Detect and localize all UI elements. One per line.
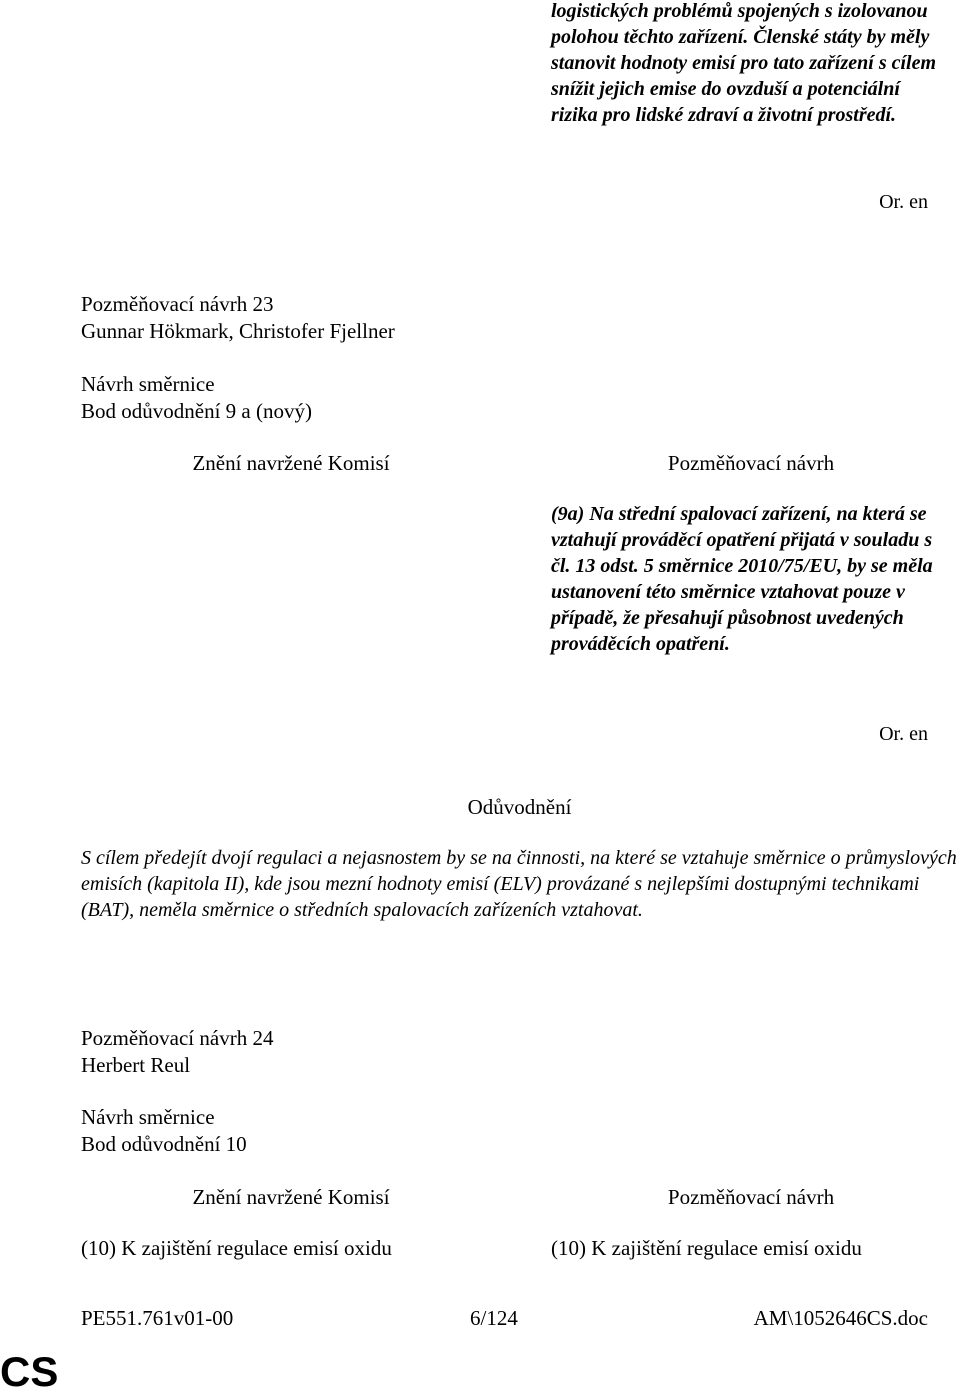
amendment-24-proposal: Návrh směrnice bbox=[81, 1105, 215, 1129]
amendment-24-authors: Herbert Reul bbox=[81, 1053, 191, 1077]
footer-language-code: CS bbox=[0, 1348, 59, 1395]
amendment-23-col-left-header: Znění navržené Komisí bbox=[192, 451, 390, 475]
amendment-23-col-right-header: Pozměňovací návrh bbox=[667, 451, 835, 475]
footer-file-name: AM\1052646CS.doc bbox=[753, 1306, 928, 1330]
amendment-24-col-right-header: Pozměňovací návrh bbox=[667, 1185, 835, 1209]
amendment-23-original-language: Or. en bbox=[879, 723, 928, 745]
amendment-23-title: Pozměňovací návrh 23 bbox=[81, 292, 274, 316]
amendment-24-col-left-header: Znění navržené Komisí bbox=[192, 1185, 390, 1209]
amendment-23-point: Bod odůvodnění 9 a (nový) bbox=[81, 399, 312, 423]
amendment-24-text-left: (10) K zajištění regulace emisí oxidu bbox=[81, 1236, 392, 1260]
amendment-24-title: Pozměňovací návrh 24 bbox=[81, 1026, 274, 1050]
amendment-23-text: (9a) Na střední spalovací zařízení, na která se vztahují prováděcí opatření přijatá v souladu s čl. 13 odst. 5 směrnice 2010/75/EU, by se měla ustanovení této směrnice vztahovat pouze v případě, že přesahují působnost uvedených prováděcích opatření. bbox=[551, 503, 933, 655]
top-continuation-text: logistických problémů spojených s izolovanou polohou těchto zařízení. Členské státy by měly stanovit hodnoty emisí pro tato zařízení s cílem snížit jejich emise do ovzduší a potenciální rizika pro lidské zdraví a životní prostředí. bbox=[551, 0, 937, 126]
footer-doc-ref: PE551.761v01-00 bbox=[81, 1306, 234, 1330]
justification-text: S cílem předejít dvojí regulaci a nejasnostem by se na činnosti, na které se vztahuje směrnice o průmyslových emisích (kapitola II), kde jsou mezní hodnoty emisí (ELV) provázané s nejlepšími dostupnými technikami (BAT), neměla směrnice o středních spalovacích zařízeních vztahovat. bbox=[81, 847, 957, 921]
justification-title: Odůvodnění bbox=[467, 795, 572, 819]
amendment-24-point: Bod odůvodnění 10 bbox=[81, 1132, 247, 1156]
footer-page-number: 6/124 bbox=[470, 1306, 518, 1330]
amendment-23-authors: Gunnar Hökmark, Christofer Fjellner bbox=[81, 319, 395, 343]
amendment-24-text-right: (10) K zajištění regulace emisí oxidu bbox=[551, 1236, 862, 1260]
amendment-23-proposal: Návrh směrnice bbox=[81, 372, 215, 396]
original-language-label: Or. en bbox=[879, 191, 928, 213]
